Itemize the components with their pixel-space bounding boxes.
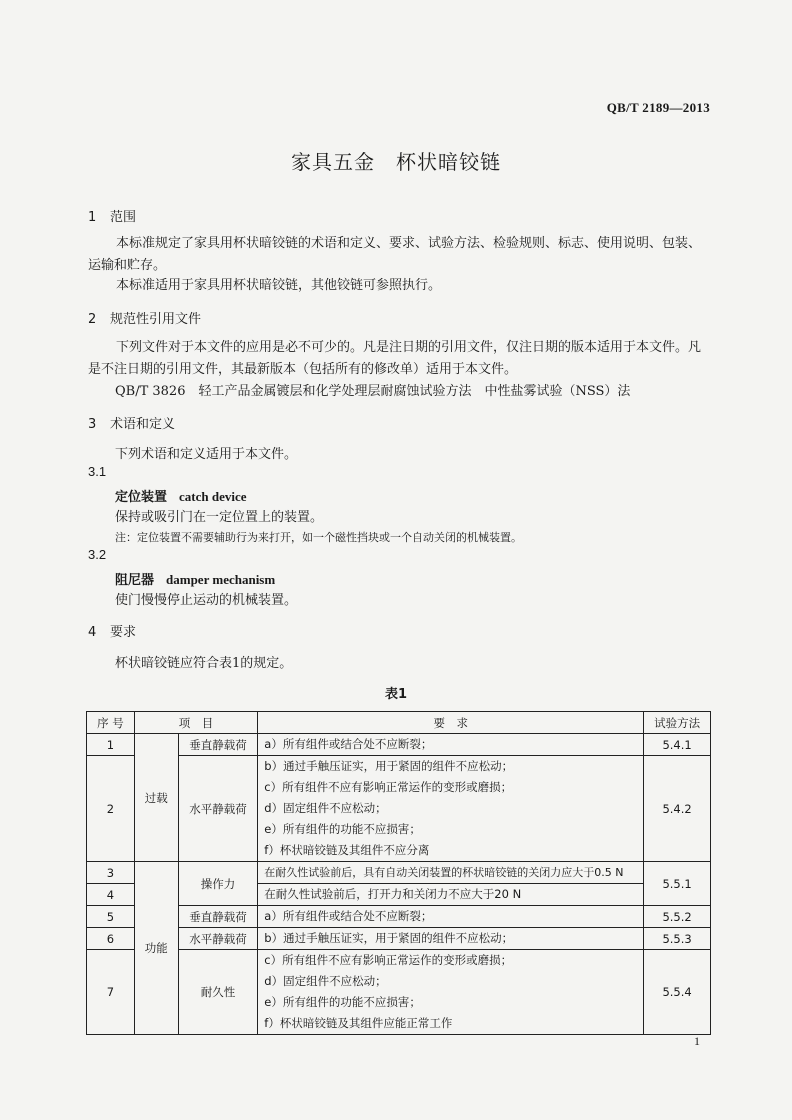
requirement-line: e）所有组件的功能不应损害； <box>264 995 421 1009</box>
row-method: 5.5.3 <box>644 928 711 950</box>
group-function: 功能 <box>134 862 178 1035</box>
section-number: 1 <box>88 210 97 225</box>
section-3-heading <box>88 413 175 432</box>
requirement-line: b）通过手触压证实，用于紧固的组件不应松动； <box>264 759 514 773</box>
header-test-method: 试验方法 <box>644 712 711 734</box>
row-requirement <box>258 884 644 906</box>
requirement-line: d）固定组件不应松动； <box>264 974 387 988</box>
page-number: 1 <box>694 1034 700 1048</box>
row-method: 5.4.1 <box>644 734 711 756</box>
section-number: 2 <box>88 312 97 327</box>
table-row <box>87 928 711 950</box>
row-item: 耐久性 <box>178 950 258 1035</box>
term-en: damper mechanism <box>166 572 276 587</box>
requirement-line: f）杯状暗铰链及其组件应能正常工作 <box>264 1016 453 1030</box>
row-requirement <box>258 734 644 756</box>
standard-code: QB/T 2189—2013 <box>606 100 710 115</box>
row-requirement <box>258 950 644 1035</box>
table-row <box>87 734 711 756</box>
requirement-line: a）所有组件或结合处不应断裂； <box>264 737 433 751</box>
row-requirement <box>258 862 644 884</box>
term-3-1-definition: 保持或吸引门在一定位置上的装置。 <box>115 510 324 525</box>
section-title: 要求 <box>110 625 137 640</box>
term-3-1-note: 注：定位装置不需要辅助行为来打开，如一个磁性挡块或一个自动关闭的机械装置。 <box>115 531 522 544</box>
row-item: 垂直静载荷 <box>178 734 258 756</box>
row-requirement <box>258 906 644 928</box>
row-seq: 4 <box>87 884 135 906</box>
term-3-1-number: 3.1 <box>88 464 107 479</box>
term-3-2 <box>115 569 275 588</box>
requirement-line: a）所有组件或结合处不应断裂； <box>264 909 433 923</box>
row-item: 水平静载荷 <box>178 928 258 950</box>
row-item: 操作力 <box>178 862 258 906</box>
row-method: 5.5.1 <box>644 862 711 906</box>
requirement-line: c）所有组件不应有影响正常运作的变形或磨损； <box>264 780 513 794</box>
header-seq: 序 号 <box>87 712 135 734</box>
requirement-line: c）所有组件不应有影响正常运作的变形或磨损； <box>264 953 513 967</box>
table-header-row <box>87 712 711 734</box>
term-en: catch device <box>179 489 247 504</box>
row-requirement <box>258 756 644 862</box>
section-1-paragraph-2: 本标准适用于家具用杯状暗铰链，其他铰链可参照执行。 <box>116 278 442 293</box>
table-row <box>87 906 711 928</box>
table-caption: 表1 <box>384 687 408 702</box>
header-requirement: 要 求 <box>258 712 644 734</box>
normative-reference: QB/T 3826 轻工产品金属镀层和化学处理层耐腐蚀试验方法 中性盐雾试验（NSS）法 <box>115 384 631 399</box>
section-1-heading <box>88 206 136 225</box>
row-method: 5.4.2 <box>644 756 711 862</box>
document-title: 家具五金 杯状暗铰链 <box>291 150 501 174</box>
row-item: 水平静载荷 <box>178 756 258 862</box>
row-seq: 5 <box>87 906 135 928</box>
term-cn: 定位装置 <box>115 490 168 505</box>
row-method: 5.5.2 <box>644 906 711 928</box>
row-seq: 2 <box>87 756 135 862</box>
section-number: 4 <box>88 625 97 640</box>
table-row <box>87 862 711 884</box>
section-2-paragraph-1: 下列文件对于本文件的应用是必不可少的。凡是注日期的引用文件，仅注日期的版本适用于本文件。凡是不注日期的引用文件，其最新版本（包括所有的修改单）适用于本文件。 <box>88 340 702 377</box>
table-row <box>87 756 711 862</box>
row-method: 5.5.4 <box>644 950 711 1035</box>
section-4-paragraph-1: 杯状暗铰链应符合表1的规定。 <box>115 656 293 671</box>
section-title: 规范性引用文件 <box>110 312 202 327</box>
row-requirement <box>258 928 644 950</box>
requirement-line: e）所有组件的功能不应损害； <box>264 822 421 836</box>
table-row <box>87 950 711 1035</box>
term-3-2-definition: 使门慢慢停止运动的机械装置。 <box>115 593 298 608</box>
term-cn: 阻尼器 <box>115 573 155 588</box>
section-4-heading <box>88 621 136 640</box>
section-1-paragraph-1: 本标准规定了家具用杯状暗铰链的术语和定义、要求、试验方法、检验规则、标志、使用说明、包装、运输和贮存。 <box>88 236 702 273</box>
requirement-line: 在耐久性试验前后，具有自动关闭装置的杯状暗铰链的关闭力应大于0.5 N <box>264 866 624 879</box>
row-item: 垂直静载荷 <box>178 906 258 928</box>
requirement-line: b）通过手触压证实，用于紧固的组件不应松动； <box>264 931 514 945</box>
row-seq: 1 <box>87 734 135 756</box>
term-3-1 <box>115 486 247 505</box>
section-3-paragraph-1: 下列术语和定义适用于本文件。 <box>115 447 298 462</box>
requirement-line: d）固定组件不应松动； <box>264 801 387 815</box>
row-seq: 7 <box>87 950 135 1035</box>
section-number: 3 <box>88 417 97 432</box>
section-title: 术语和定义 <box>110 417 176 432</box>
header-item: 项 目 <box>134 712 257 734</box>
row-seq: 6 <box>87 928 135 950</box>
row-seq: 3 <box>87 862 135 884</box>
requirements-table <box>86 711 711 1035</box>
section-2-heading <box>88 308 201 327</box>
requirement-line: 在耐久性试验前后，打开力和关闭力不应大于20 N <box>264 887 522 901</box>
section-title: 范围 <box>110 210 137 225</box>
group-overload: 过载 <box>134 734 178 862</box>
term-3-2-number: 3.2 <box>88 547 107 562</box>
requirement-line: f）杯状暗铰链及其组件不应分离 <box>264 843 430 857</box>
